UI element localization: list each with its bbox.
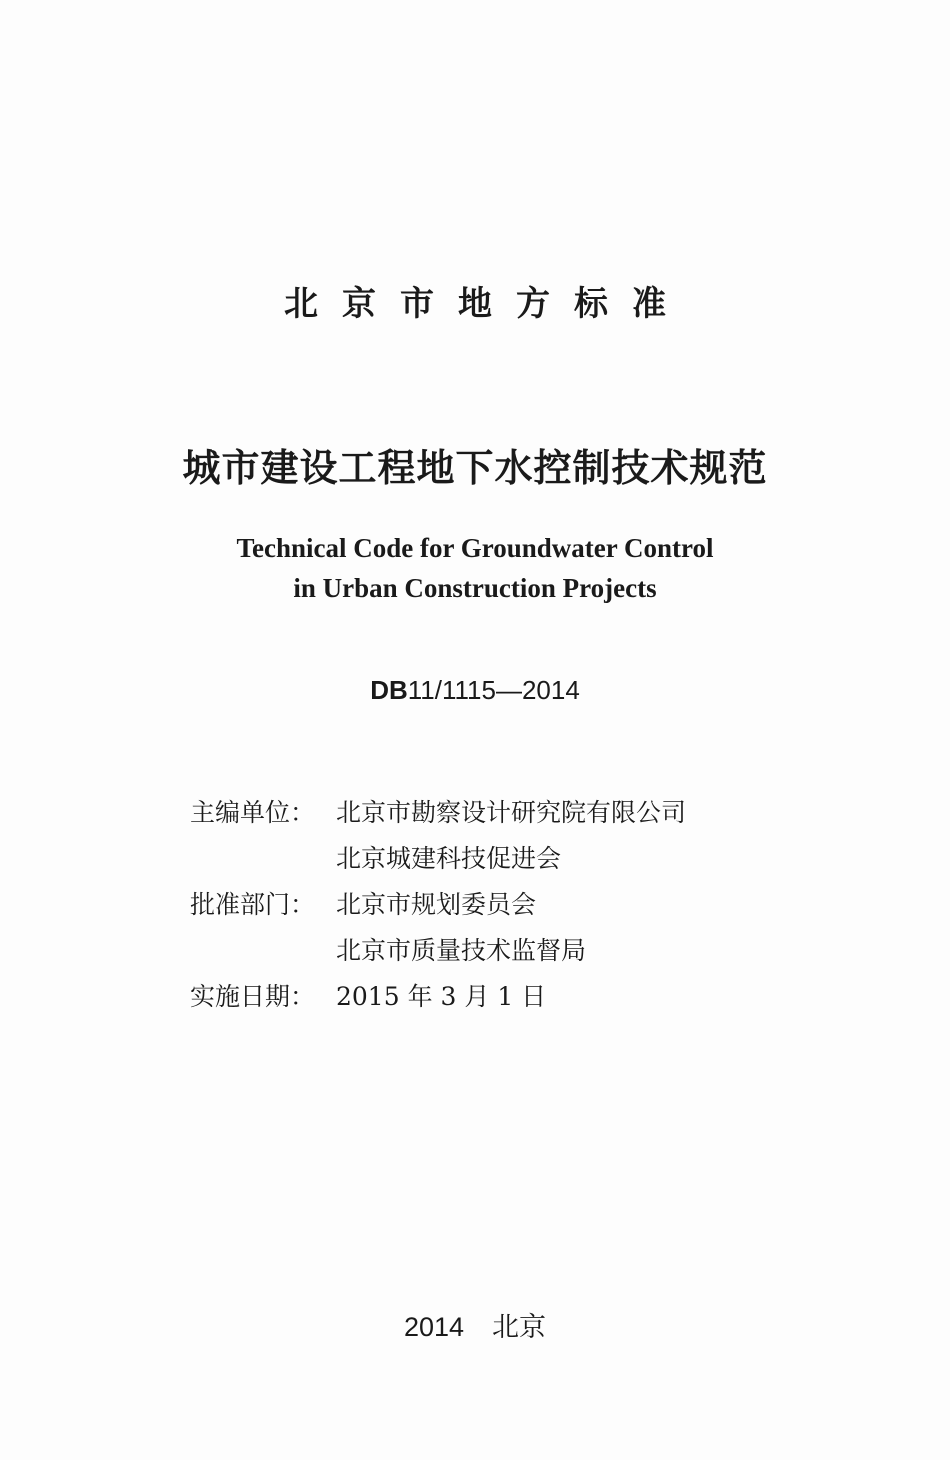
- chief-editor-row: [190, 792, 686, 838]
- chinese-title: 城市建设工程地下水控制技术规范: [182, 446, 768, 490]
- publication-city: 北京: [492, 1312, 547, 1342]
- english-title-line-2: in Urban Construction Projects: [293, 573, 657, 603]
- effective-date: 2015 年 3 月 1 日: [336, 982, 547, 1011]
- approval-1: 北京市规划委员会: [336, 890, 537, 919]
- effective-date-row: [190, 976, 686, 1022]
- standard-code-prefix: DB: [370, 675, 408, 705]
- chief-editor-2: 北京城建科技促进会: [336, 844, 562, 873]
- approval-row: [190, 884, 686, 930]
- english-title: [0, 528, 950, 608]
- publication-year: 2014: [403, 1312, 465, 1342]
- standard-code: [0, 674, 950, 706]
- english-title-line-1: Technical Code for Groundwater Control: [236, 533, 714, 563]
- standard-type-heading: 北京市地方标准: [284, 284, 690, 324]
- chief-editor-1: 北京市勘察设计研究院有限公司: [336, 798, 687, 827]
- publication-footer: [0, 1308, 950, 1346]
- effective-date-label: 实施日期：: [190, 982, 316, 1011]
- approval-row-2: [190, 930, 686, 976]
- approval-2: 北京市质量技术监督局: [336, 936, 587, 965]
- standard-code-number: 11/1115—2014: [407, 675, 580, 705]
- chief-editor-row-2: [190, 838, 686, 884]
- publication-info: [190, 792, 686, 1022]
- chief-editor-label: 主编单位：: [190, 798, 316, 827]
- approval-label: 批准部门：: [190, 890, 316, 919]
